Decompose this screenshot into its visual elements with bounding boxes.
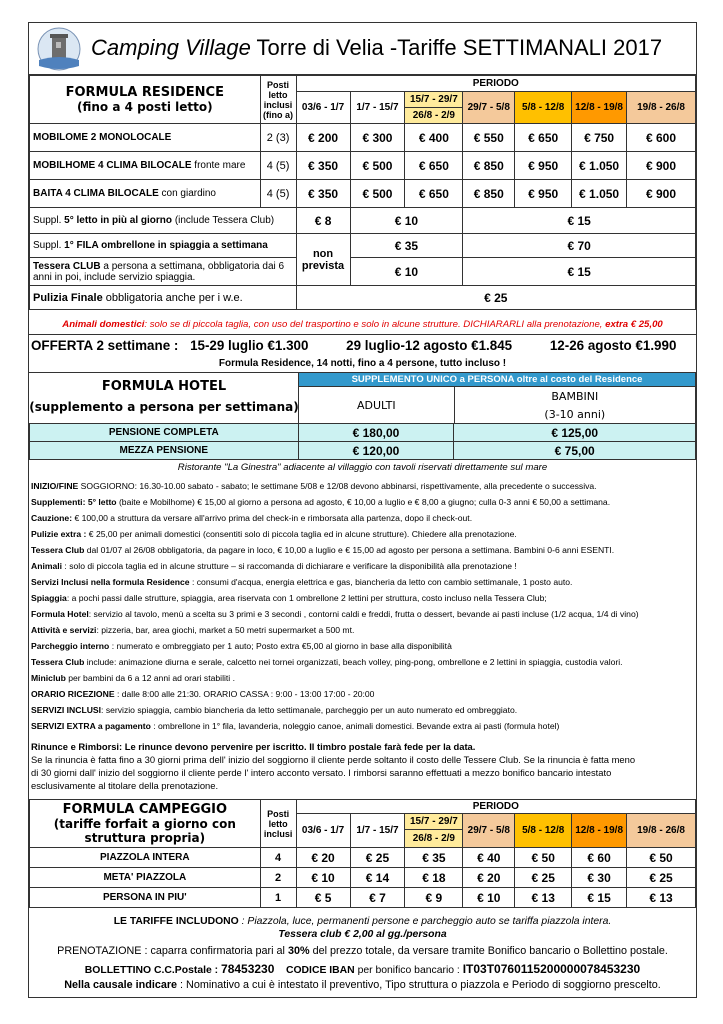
suppl-prima-fila-row <box>30 234 696 258</box>
rule-line: Pulizie extra : € 25,00 per animali domestici (consentiti solo di piccola taglia ed in alcune strutture). Chiedere alla prenotazione. <box>31 529 517 539</box>
hotel-banner: SUPPLEMENTO UNICO a PERSONA oltre al costo del Residence <box>299 373 696 387</box>
boll-label: BOLLETTINO C.C.Postale : <box>84 965 219 976</box>
hotel-row-name: PENSIONE COMPLETA <box>30 424 299 442</box>
price-cell: € 5 <box>296 888 350 908</box>
pulizia-row <box>30 286 696 310</box>
title-brand: Camping Village <box>91 35 251 60</box>
tower-logo-icon <box>35 26 83 72</box>
bambini-header <box>454 387 695 425</box>
price-cell: € 35 <box>405 848 463 868</box>
includono-bold: LE TARIFFE INCLUDONO <box>113 916 239 927</box>
price-cell: € 50 <box>627 848 696 868</box>
hotel-header-table <box>298 372 696 425</box>
period-7: 19/8 - 26/8 <box>627 92 696 124</box>
period-2: 1/7 - 15/7 <box>350 814 405 848</box>
row-extra: con giardino <box>161 188 216 199</box>
campeggio-title: FORMULA CAMPEGGIO <box>62 802 228 817</box>
period-1: 03/6 - 1/7 <box>296 814 350 848</box>
price-cell: € 15 <box>463 208 696 234</box>
residence-heading: FORMULA RESIDENCE (fino a 4 posti letto) <box>30 76 261 124</box>
period-5: 5/8 - 12/8 <box>515 92 572 124</box>
price-cell: € 13 <box>515 888 572 908</box>
suppl-5-letto-row <box>30 208 696 234</box>
price-cell: € 350 <box>296 180 350 208</box>
rinunce-line: di 30 giorni dall' inizio del soggiorno il cliente perde l' intero acconto versato. I rimborsi saranno effettuati a mezzo bonifico bancario intestato <box>31 767 612 778</box>
rule-line: Animali : solo di piccola taglia ed in alcune strutture – si raccomanda di dichiarare e verificare la disponibilità alla prenotazione ! <box>31 561 517 571</box>
price-cell: € 25 <box>296 286 695 310</box>
price-cell: € 10 <box>350 208 463 234</box>
rule-line: Tessera Club dal 01/07 al 26/08 obbligatoria, da pagare in loco, € 10,00 a luglio e € 15,00 ad agosto per persona a settimana. Bambini 0-6 anni ESENTI. <box>31 545 615 555</box>
rule-line: Formula Hotel: servizio al tavolo, menù a scelta su 3 primi e 3 secondi , contorni caldi e freddi, frutta o dessert, bevande ai pasti incluse (1/2 acqua, 1/4 di vino) <box>31 609 639 619</box>
residence-table <box>29 75 696 310</box>
price-cell: € 7 <box>350 888 405 908</box>
pren-text1: : caparra confirmatoria pari al <box>144 945 285 957</box>
period-7: 19/8 - 26/8 <box>627 814 696 848</box>
ristorante-note: Ristorante "La Ginestra" adiacente al villaggio con tavoli riservati direttamente sul mare <box>177 462 548 473</box>
price-cell: € 10 <box>296 868 350 888</box>
row-posti: 2 (3) <box>260 124 296 152</box>
rule-line: INIZIO/FINE SOGGIORNO: 16.30-10.00 sabato - sabato; le settimane 5/08 e 12/08 devono abbinarsi, rispettivamente, alla precedente o successiva. <box>31 481 597 491</box>
suppl-post: (include Tessera Club) <box>174 215 275 226</box>
price-cell: € 850 <box>463 180 515 208</box>
iban-value: IT03T0760115200000078453230 <box>462 962 641 976</box>
price-cell: € 950 <box>515 152 572 180</box>
iban-label: CODICE IBAN <box>285 965 355 976</box>
period-3a: 15/7 - 29/7 <box>405 92 463 108</box>
price-cell: € 20 <box>463 868 515 888</box>
suppl-pre: Suppl. <box>33 240 62 251</box>
campeggio-row <box>30 888 696 908</box>
price-cell: € 75,00 <box>454 442 696 460</box>
row-name: MOBILOME 2 MONOLOCALE <box>33 132 172 143</box>
offerta-1: 15-29 luglio €1.300 <box>190 338 309 353</box>
campeggio-row <box>30 868 696 888</box>
price-cell: € 9 <box>405 888 463 908</box>
price-cell: € 650 <box>515 124 572 152</box>
rule-line: Supplementi: 5° letto (baite e Mobilhome) € 15,00 al giorno a persona ad agosto, € 10,00 a luglio e € 8,00 a giugno; culla 0-3 anni € 50,00 a settimana. <box>31 497 611 507</box>
price-cell: € 750 <box>572 124 627 152</box>
price-cell: € 18 <box>405 868 463 888</box>
price-cell: € 13 <box>627 888 696 908</box>
row-posti: 4 (5) <box>260 152 296 180</box>
price-cell: € 300 <box>350 124 405 152</box>
price-cell: € 125,00 <box>454 424 696 442</box>
price-cell: € 600 <box>627 124 696 152</box>
rinunce-title: Rinunce e Rimborsi: Le rinunce devono pervenire per iscritto. Il timbro postale farà fede per la data. <box>31 741 476 752</box>
pren-pct: 30% <box>287 945 310 957</box>
includono-text: : Piazzola, luce, permanenti persone e parcheggio auto se tariffa piazzola intera. <box>241 916 612 927</box>
tessera-text: a persona a settimana, obbligatoria dai 6 anni in poi, include servizio spiaggia. <box>33 260 285 283</box>
causale-line <box>29 979 696 991</box>
price-cell: € 1.050 <box>572 180 627 208</box>
price-cell: € 14 <box>350 868 405 888</box>
period-1: 03/6 - 1/7 <box>296 92 350 124</box>
animali-extra: extra € 25,00 <box>605 319 663 330</box>
price-cell: € 35 <box>350 234 463 258</box>
price-cell: € 15 <box>463 258 696 286</box>
rule-line: Parcheggio interno : numerato e ombreggiato per 1 auto; Posto extra €5,00 al giorno in base alla disponibilità <box>31 641 452 651</box>
hotel-title: FORMULA HOTEL <box>101 379 227 394</box>
period-3b: 26/8 - 2/9 <box>405 108 463 124</box>
rinunce-line: Se la rinuncia è fatta fino a 30 giorni prima dell' inizio del soggiorno il cliente perde soltanto il costo delle Tessere Club. Se la rinuncia è fatta meno <box>31 754 636 765</box>
rule-line: Attività e servizi: pizzeria, bar, area giochi, market a 50 metri supermarket a 500 mt. <box>31 625 355 635</box>
rule-line: SERVIZI INCLUSI: servizio spiaggia, cambio biancheria da letto settimanale, parcheggio per un auto numerato ed ombreggiato. <box>31 705 518 715</box>
hotel-table <box>29 423 696 460</box>
rule-line: Spiaggia: a pochi passi dalle strutture, spiaggia, area riservata con 1 ombrellone 2 lettini per struttura, costo incluso nella Tessera Club; <box>31 593 547 603</box>
pren-label: PRENOTAZIONE <box>57 945 142 957</box>
price-cell: € 8 <box>296 208 350 234</box>
price-cell: € 25 <box>350 848 405 868</box>
rules-list <box>31 478 694 734</box>
suppl-pre: Suppl. <box>33 215 62 226</box>
price-cell: € 400 <box>405 124 463 152</box>
header <box>29 23 696 75</box>
adulti-header: ADULTI <box>299 387 455 425</box>
price-cell: € 25 <box>627 868 696 888</box>
campeggio-subtitle: (tariffe forfait a giorno con struttura propria) <box>53 817 236 845</box>
tessera-club-note: Tessera club € 2,00 al gg./persona <box>278 929 447 940</box>
period-3b: 26/8 - 2/9 <box>405 830 463 848</box>
period-6: 12/8 - 19/8 <box>572 92 627 124</box>
price-cell: € 20 <box>296 848 350 868</box>
offerta-label: OFFERTA 2 settimane : <box>31 338 179 353</box>
causale-text: : Nominativo a cui è intestato il preventivo, Tipo struttura o piazzola e Periodo di soggiorno prescelto. <box>180 979 661 991</box>
price-cell: € 25 <box>515 868 572 888</box>
price-cell: € 650 <box>405 180 463 208</box>
non-prevista: non prevista <box>296 234 350 286</box>
campeggio-row <box>30 848 696 868</box>
price-cell: € 120,00 <box>298 442 454 460</box>
tessera-bold: Tessera CLUB <box>33 260 101 272</box>
price-cell: € 500 <box>350 180 405 208</box>
hotel-subtitle: (supplemento a persona per settimana) <box>29 400 299 414</box>
tessera-club-row <box>30 258 696 286</box>
page-title <box>91 35 662 61</box>
rule-line: Cauzione: € 100,00 a struttura da versare all'arrivo prima del check-in e rimborsata alla partenza, dopo il check-out. <box>31 513 473 523</box>
boll-num: 78453230 <box>221 962 275 976</box>
rule-line: Miniclub per bambini da 6 a 12 anni ad orari stabiliti . <box>31 673 235 683</box>
row-extra: fronte mare <box>194 160 246 171</box>
hotel-row <box>30 424 696 442</box>
row-posti: 4 (5) <box>260 180 296 208</box>
offerta-line <box>31 338 694 353</box>
campeggio-table <box>29 799 696 908</box>
period-4: 29/7 - 5/8 <box>463 92 515 124</box>
period-5: 5/8 - 12/8 <box>515 814 572 848</box>
price-cell: € 350 <box>296 152 350 180</box>
row-posti: 2 <box>260 868 296 888</box>
campeggio-periodo-header: PERIODO <box>296 800 695 814</box>
animali-note <box>29 319 696 330</box>
pagamento-line <box>29 962 696 976</box>
pren-text2: del prezzo totale, da versare tramite Bonifico bancario o Bollettino postale. <box>312 945 668 957</box>
price-cell: € 650 <box>405 152 463 180</box>
price-cell: € 900 <box>627 152 696 180</box>
row-posti: 1 <box>260 888 296 908</box>
price-cell: € 10 <box>463 888 515 908</box>
iban-mid: per bonifico bancario : <box>357 965 460 976</box>
price-cell: € 500 <box>350 152 405 180</box>
residence-row <box>30 124 696 152</box>
animali-text: : solo se di piccola taglia, con uso del trasportino e solo in alcune strutture. DICHIARARLI alla prenotazione, <box>144 319 603 330</box>
price-cell: € 850 <box>463 152 515 180</box>
prenotazione-line <box>29 945 696 957</box>
periodo-header: PERIODO <box>296 76 695 92</box>
rinunce-block <box>31 740 694 792</box>
price-cell: € 550 <box>463 124 515 152</box>
residence-row <box>30 180 696 208</box>
period-3a: 15/7 - 29/7 <box>405 814 463 830</box>
price-cell: € 1.050 <box>572 152 627 180</box>
rule-line: SERVIZI EXTRA a pagamento : ombrellone in 1° fila, lavanderia, noleggio canoe, animali domestici. Bevande extra ai pasti (formula hotel) <box>31 721 560 731</box>
period-6: 12/8 - 19/8 <box>572 814 627 848</box>
offerta-3: 12-26 agosto €1.990 <box>549 338 677 353</box>
hotel-row <box>30 442 696 460</box>
price-cell: € 70 <box>463 234 696 258</box>
price-cell: € 60 <box>572 848 627 868</box>
price-cell: € 15 <box>572 888 627 908</box>
pulizia-text: obbligatoria anche per i w.e. <box>105 291 243 304</box>
price-cell: € 10 <box>350 258 463 286</box>
campeggio-posti-header: Posti letto inclusi <box>260 800 296 848</box>
period-4: 29/7 - 5/8 <box>463 814 515 848</box>
price-cell: € 180,00 <box>298 424 454 442</box>
posti-header: Posti letto inclusi (fino a) <box>260 76 296 124</box>
suppl-bold: 1° FILA ombrellone in spiaggia a settimana <box>64 240 268 251</box>
row-name: BAITA 4 CLIMA BILOCALE <box>33 188 159 199</box>
offerta-note: Formula Residence, 14 notti, fino a 4 persone, tutto incluso ! <box>218 358 507 369</box>
price-cell: € 900 <box>627 180 696 208</box>
campeggio-heading <box>30 800 261 848</box>
residence-row <box>30 152 696 180</box>
period-2: 1/7 - 15/7 <box>350 92 405 124</box>
rinunce-line: esclusivamente al titolare della prenotazione. <box>31 780 219 791</box>
price-sheet <box>28 22 697 998</box>
title-text: Torre di Velia -Tariffe SETTIMANALI 2017 <box>256 35 663 60</box>
price-cell: € 30 <box>572 868 627 888</box>
animali-bold: Animali domestici <box>62 319 145 330</box>
price-cell: € 950 <box>515 180 572 208</box>
rule-line: Servizi Inclusi nella formula Residence : consumi d'acqua, energia elettrica e gas, biancheria da letto con cambio settimanale, 1 posto auto. <box>31 577 573 587</box>
causale-label: Nella causale indicare <box>64 979 178 991</box>
row-name: META' PIAZZOLA <box>30 868 261 888</box>
price-cell: € 200 <box>296 124 350 152</box>
tariffe-includono <box>29 916 696 927</box>
row-name: MOBILHOME 4 CLIMA BILOCALE <box>33 160 192 171</box>
price-cell: € 40 <box>463 848 515 868</box>
pulizia-bold: Pulizia Finale <box>33 291 103 304</box>
rule-line: Tessera Club include: animazione diurna e serale, calcetto nei tornei organizzati, beach volley, ping-pong, ombrellone e 2 lettini in spiaggia, custodia valori. <box>31 657 623 667</box>
bambini-age: (3-10 anni) <box>544 407 606 421</box>
price-cell: € 50 <box>515 848 572 868</box>
row-name: PERSONA IN PIU' <box>30 888 261 908</box>
row-name: PIAZZOLA INTERA <box>30 848 261 868</box>
rule-line: ORARIO RICEZIONE : dalle 8:00 alle 21:30. ORARIO CASSA : 9:00 - 13:00 17:00 - 20:00 <box>31 689 375 699</box>
hotel-row-name: MEZZA PENSIONE <box>30 442 299 460</box>
bambini-label: BAMBINI <box>551 389 599 403</box>
offerta-2: 29 luglio-12 agosto €1.845 <box>346 338 513 353</box>
suppl-bold: 5° letto in più al giorno <box>64 215 173 226</box>
row-posti: 4 <box>260 848 296 868</box>
